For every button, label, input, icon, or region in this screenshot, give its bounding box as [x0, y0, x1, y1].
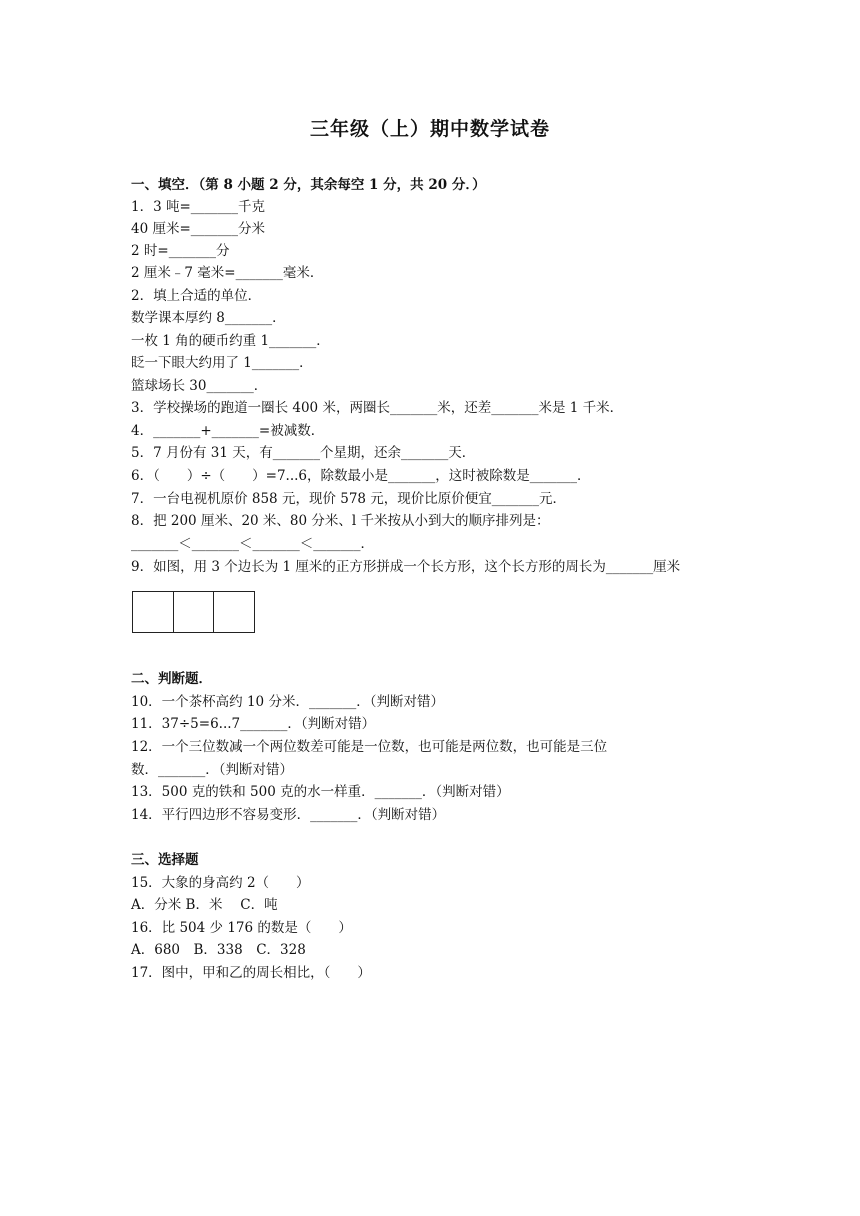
question-line: 17．图中，甲和乙的周长相比，（ ）: [131, 965, 371, 981]
section-choice-heading: 三、选择题: [131, 852, 199, 868]
question-line: 6．（ ）÷（ ）=7...6，除数最小是_______，这时被除数是_______．: [131, 468, 591, 484]
answer-options: A．680 B．338 C．328: [131, 942, 306, 958]
question-line: 40 厘米=_______分米: [131, 221, 266, 237]
question-line: 眨一下眼大约用了 1_______．: [131, 355, 313, 371]
square-cell: [133, 592, 174, 632]
question-line: _______＜_______＜_______＜_______．: [131, 536, 374, 552]
question-line: 5．7 月份有 31 天，有_______个星期，还余_______天．: [131, 445, 476, 461]
square-cell: [214, 592, 254, 632]
exam-title: 三年级（上）期中数学试卷: [309, 118, 550, 140]
question-line: 16．比 504 少 176 的数是（ ）: [131, 920, 352, 936]
question-line: 数学课本厚约 8_______．: [131, 310, 286, 326]
question-line: 3．学校操场的跑道一圈长 400 米，两圈长_______米，还差_______米是 1 千米．: [131, 400, 624, 416]
question-line: 15．大象的身高约 2（ ）: [131, 875, 310, 891]
question-line: 2．填上合适的单位．: [131, 288, 262, 304]
question-line: 一枚 1 角的硬币约重 1_______．: [131, 333, 330, 349]
question-line: 2 厘米﹣7 毫米=_______毫米．: [131, 265, 324, 281]
question-line: 12．一个三位数减一个两位数差可能是一位数，也可能是两位数，也可能是三位: [131, 739, 608, 755]
question-line: 14．平行四边形不容易变形．_______．（判断对错）: [131, 807, 446, 823]
square-cell: [174, 592, 215, 632]
question-line: 9．如图，用 3 个边长为 1 厘米的正方形拼成一个长方形，这个长方形的周长为_______厘米: [131, 559, 681, 575]
question-line: 篮球场长 30_______．: [131, 378, 268, 394]
question-line: 1．3 吨=_______千克: [131, 199, 266, 215]
question-line: 10．一个茶杯高约 10 分米．_______．（判断对错）: [131, 694, 444, 710]
question-line: 4．_______+_______=被减数．: [131, 423, 325, 439]
question-line: 2 时=_______分: [131, 243, 230, 259]
question-line: 数．_______．（判断对错）: [131, 762, 293, 778]
question-line: 8．把 200 厘米、20 米、80 分米、l 千米按从小到大的顺序排列是：: [131, 513, 550, 529]
question-line: 13．500 克的铁和 500 克的水一样重．_______．（判断对错）: [131, 784, 510, 800]
three-squares-rectangle-figure: [132, 591, 255, 633]
answer-options: A．分米 B．米 C．吨: [131, 897, 278, 913]
section-judgement-heading: 二、判断题．: [131, 671, 212, 687]
question-line: 11．37÷5=6...7_______．（判断对错）: [131, 716, 376, 732]
section-fill-blank-heading: 一、填空．（第 8 小题 2 分，其余每空 1 分，共 20 分．）: [131, 177, 486, 193]
question-line: 7．一台电视机原价 858 元，现价 578 元，现价比原价便宜_______元．: [131, 491, 567, 507]
